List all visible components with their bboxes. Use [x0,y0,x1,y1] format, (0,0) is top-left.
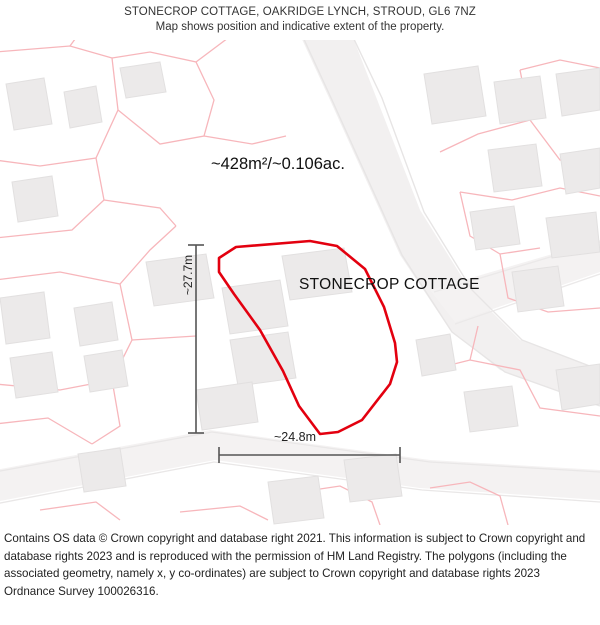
header [0,0,600,40]
vertical-dimension-label: ~27.7m [181,254,196,296]
map-canvas[interactable] [0,40,600,525]
horizontal-dimension-label: ~24.8m [274,430,317,444]
page-subtitle: Map shows position and indicative extent of the property. [155,21,445,33]
page-title: STONECROP COTTAGE, OAKRIDGE LYNCH, STROUD, GL6 7NZ [124,6,476,18]
copyright-notice: Contains OS data © Crown copyright and database right 2021. This information is subject to Crown copyright and database rights 2023 and is reproduced with the permission of HM Land Registry. The polygons (including the associated geometry, namely x, y co-ordinates) are subject to Crown copyright and database rights 2023 Ordnance Survey 100026316. [4,532,586,598]
area-label: ~428m²/~0.106ac. [211,155,345,173]
property-name-label: STONECROP COTTAGE [299,276,480,293]
